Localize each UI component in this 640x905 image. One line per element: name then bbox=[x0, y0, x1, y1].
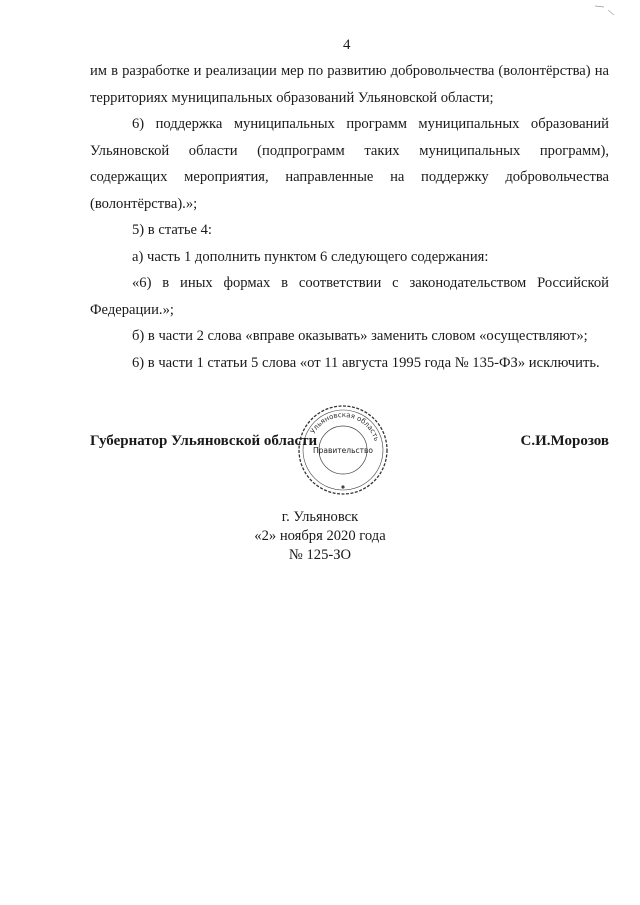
signatory-name: С.И.Морозов bbox=[520, 433, 609, 449]
paragraph-article-4: 5) в статье 4: bbox=[132, 222, 212, 238]
date: «2» ноября 2020 года bbox=[254, 528, 386, 544]
page-number: 4 bbox=[343, 37, 351, 53]
place: г. Ульяновск bbox=[281, 509, 359, 525]
paragraph-article-5: 6) в части 1 статьи 5 слова «от 11 августа 1995 года № 135-ФЗ» исключить. bbox=[132, 354, 600, 371]
seal-ring-text: Ульяновская область bbox=[308, 410, 381, 443]
place-date-block bbox=[200, 508, 440, 565]
law-number: № 125-ЗО bbox=[288, 547, 352, 563]
document-body bbox=[90, 58, 609, 376]
paragraph-item-6: 6) поддержка муниципальных программ муниципальных образований Ульяновской области (подпрограмм таких муниципальных программ), содержащих мероприятия, направленные на поддержку добровольчества (волонтёрства).»; bbox=[90, 116, 609, 212]
paragraph-part-b: б) в части 2 слова «вправе оказывать» заменить словом «осуществляют»; bbox=[132, 328, 588, 344]
corner-mark bbox=[594, 3, 616, 15]
paragraph-item-6-forms: «6) в иных формах в соответствии с законодательством Российской Федерации.»; bbox=[90, 275, 609, 318]
official-seal bbox=[297, 404, 389, 496]
signatory-title: Губернатор Ульяновской области bbox=[90, 433, 318, 449]
paragraph-continuation: им в разработке и реализации мер по развитию добровольчества (волонтёрства) на территориях муниципальных образований Ульяновской области; bbox=[90, 63, 609, 106]
paragraph-part-a: а) часть 1 дополнить пунктом 6 следующего содержания: bbox=[132, 248, 489, 265]
seal-center-text: Правительство bbox=[313, 446, 373, 455]
